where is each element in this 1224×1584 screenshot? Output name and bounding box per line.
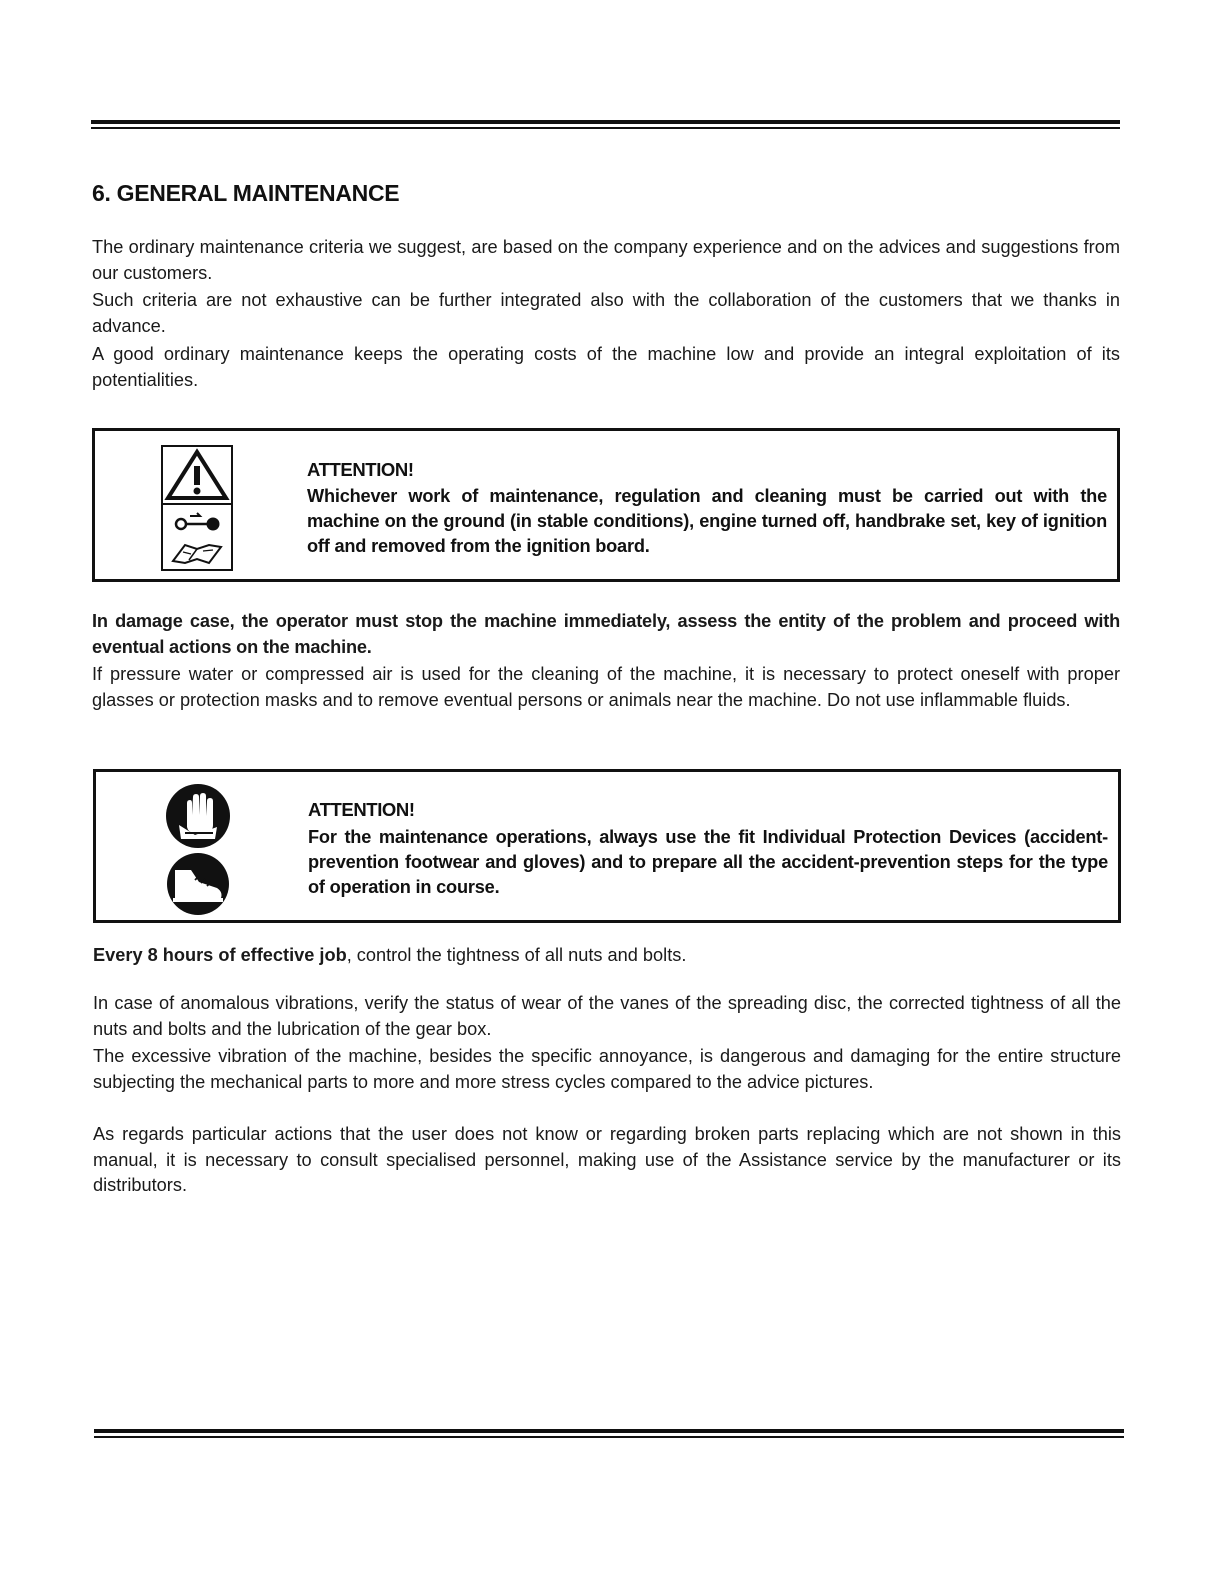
notice-1-body: Whichever work of maintenance, regulation and cleaning must be carried out with the machine on the ground (in stable conditions), engine turned off, handbrake set, key of ignition off and removed from the ignition board. bbox=[307, 486, 1107, 556]
key-ignition-icon bbox=[163, 507, 231, 537]
gloves-icon bbox=[159, 783, 237, 849]
vibration-paragraph: In case of anomalous vibrations, verify the status of wear of the vanes of the spreading disc, the corrected tightness of all the nuts and bolts and the lubrication of the gear box. bbox=[93, 993, 1121, 1039]
cleaning-paragraph: If pressure water or compressed air is used for the cleaning of the machine, it is necessary to protect oneself with proper glasses or protection masks and to remove eventual persons or animals near the machine. Do not use inflammable fluids. bbox=[92, 664, 1120, 710]
attention-notice-protection bbox=[93, 769, 1121, 923]
notice-2-body: For the maintenance operations, always use the fit Individual Protection Devices (accident-prevention footwear and gloves) and to prepare all the accident-prevention steps for the type of operation in course. bbox=[308, 827, 1108, 897]
warning-icon-panel bbox=[161, 445, 233, 571]
page-title: 6. GENERAL MAINTENANCE bbox=[92, 180, 400, 206]
safety-boot-icon bbox=[159, 852, 237, 916]
damage-paragraph: In damage case, the operator must stop the machine immediately, assess the entity of the problem and proceed with eventual actions on the machine. bbox=[92, 611, 1120, 657]
manual-book-icon bbox=[163, 537, 231, 569]
notice-1-title: ATTENTION! bbox=[307, 459, 414, 480]
warning-triangle-icon bbox=[163, 447, 231, 505]
intro-paragraph-3: A good ordinary maintenance keeps the operating costs of the machine low and provide an integral exploitation of its potentialities. bbox=[92, 344, 1120, 390]
excessive-vibration-paragraph: The excessive vibration of the machine, besides the specific annoyance, is dangerous and damaging for the entire structure subjecting the mechanical parts to more and more stress cycles compared to the advice pictures. bbox=[93, 1046, 1121, 1092]
header-rule bbox=[91, 120, 1120, 129]
interval-bold: Every 8 hours of effective job bbox=[93, 945, 347, 965]
interval-paragraph bbox=[93, 943, 1121, 969]
intro-paragraph-1: The ordinary maintenance criteria we suggest, are based on the company experience and on the advices and suggestions from our customers. bbox=[92, 237, 1120, 283]
intro-paragraph-2: Such criteria are not exhaustive can be further integrated also with the collaboration of the customers that we thanks in advance. bbox=[92, 290, 1120, 336]
assistance-paragraph: As regards particular actions that the user does not know or regarding broken parts replacing which are not shown in this manual, it is necessary to consult specialised personnel, making use of the Assistance service by the manufacturer or its distributors. bbox=[93, 1124, 1121, 1195]
interval-rest: , control the tightness of all nuts and bolts. bbox=[346, 945, 687, 965]
notice-2-title: ATTENTION! bbox=[308, 799, 415, 820]
attention-notice-ground bbox=[92, 428, 1120, 582]
footer-rule bbox=[94, 1429, 1124, 1438]
